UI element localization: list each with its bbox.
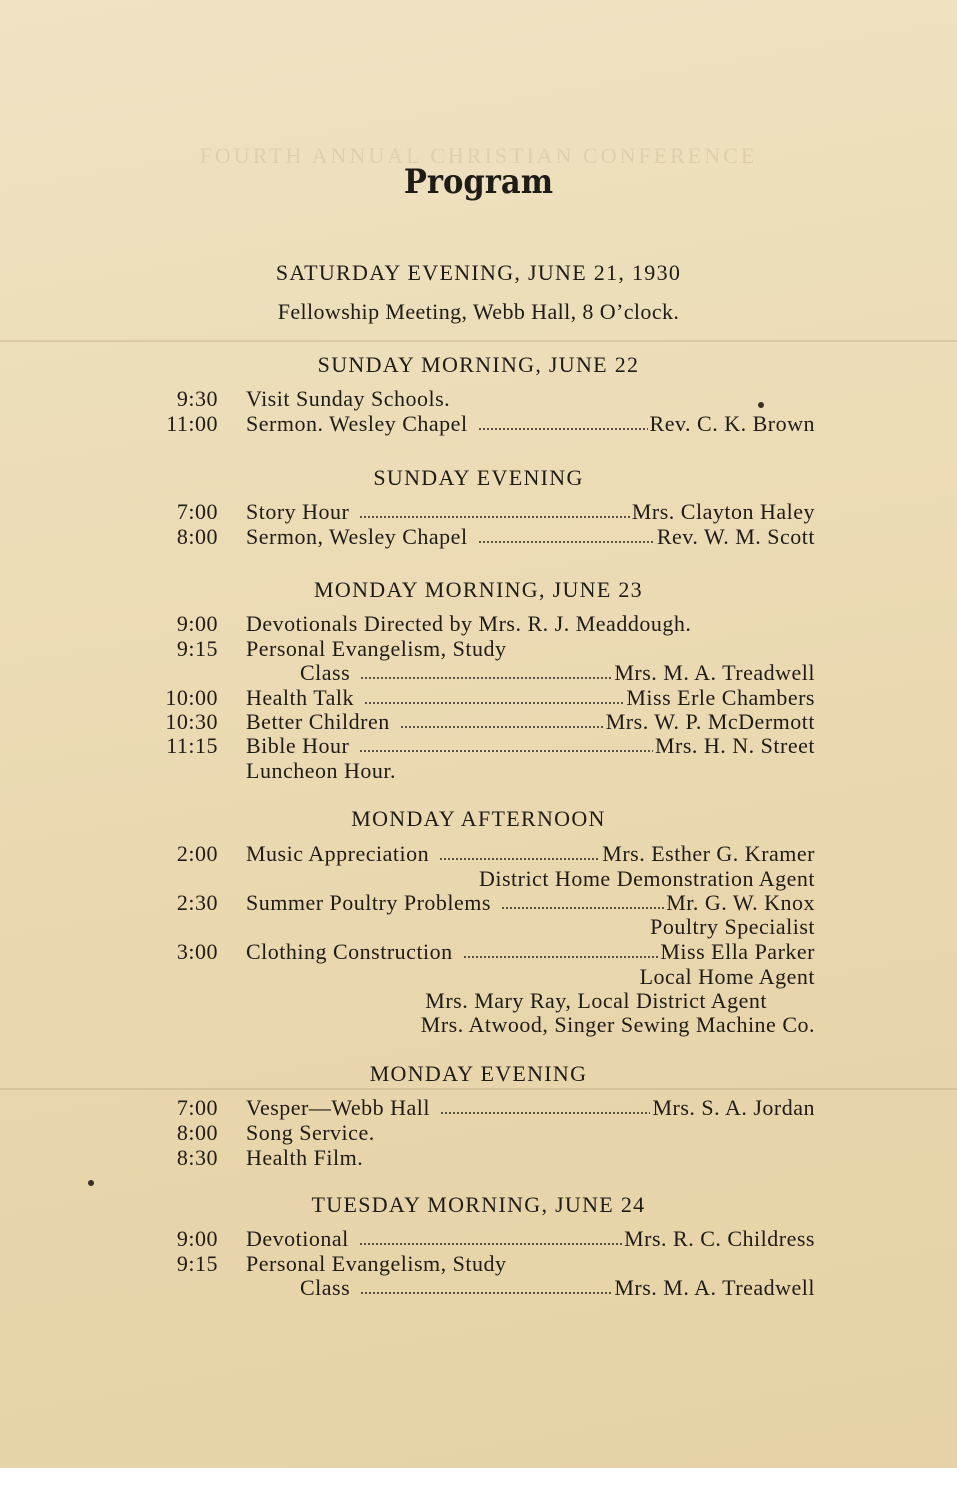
item-time: 9:15 bbox=[176, 636, 218, 661]
speaker-detail: Local Home Agent bbox=[639, 964, 815, 989]
schedule-item bbox=[150, 685, 815, 711]
item-speaker: Rev. W. M. Scott bbox=[656, 524, 815, 549]
item-time: 3:00 bbox=[176, 939, 218, 964]
item-time: 8:30 bbox=[176, 1145, 218, 1170]
item-title: Bible Hour bbox=[246, 733, 350, 758]
dot-leader bbox=[360, 1277, 612, 1295]
item-title: Better Children bbox=[246, 709, 390, 734]
item-speaker: Mrs. Clayton Haley bbox=[631, 499, 815, 524]
item-time: 7:00 bbox=[176, 1095, 218, 1120]
schedule-item-continuation bbox=[150, 1275, 815, 1301]
speaker-detail: Mrs. Atwood, Singer Sewing Machine Co. bbox=[420, 1012, 815, 1037]
item-speaker: Mrs. Esther G. Kramer bbox=[602, 841, 815, 866]
ink-speck bbox=[88, 1180, 94, 1186]
section-note: Fellowship Meeting, Webb Hall, 8 O’clock. bbox=[277, 299, 680, 324]
ink-speck bbox=[758, 402, 764, 408]
item-title: Story Hour bbox=[246, 499, 350, 524]
item-time: 8:00 bbox=[176, 524, 218, 549]
schedule-item bbox=[150, 890, 815, 916]
schedule-item-continuation bbox=[150, 660, 815, 686]
item-title: Devotionals Directed by Mrs. R. J. Meaddough. bbox=[246, 611, 692, 636]
section-heading: TUESDAY MORNING, JUNE 24 bbox=[311, 1192, 646, 1217]
item-time: 9:00 bbox=[176, 611, 218, 636]
item-speaker: Mr. G. W. Knox bbox=[666, 890, 815, 915]
dot-leader bbox=[360, 662, 612, 680]
schedule-item bbox=[150, 1251, 815, 1277]
schedule-item bbox=[150, 611, 815, 637]
schedule-item bbox=[150, 636, 815, 662]
item-title: Music Appreciation bbox=[246, 841, 430, 866]
schedule-item bbox=[150, 758, 815, 784]
section-heading: MONDAY EVENING bbox=[369, 1061, 588, 1086]
item-time: 9:00 bbox=[176, 1226, 218, 1251]
page-title: Program bbox=[403, 162, 554, 202]
item-title: Vesper—Webb Hall bbox=[246, 1095, 431, 1120]
schedule-item bbox=[150, 386, 815, 412]
dot-leader bbox=[478, 413, 648, 431]
dot-leader bbox=[439, 843, 600, 861]
dot-leader bbox=[440, 1097, 650, 1115]
schedule-item bbox=[150, 939, 815, 965]
item-time: 2:30 bbox=[176, 890, 218, 915]
item-title: Sermon. Wesley Chapel bbox=[246, 411, 468, 436]
item-speaker: Rev. C. K. Brown bbox=[649, 411, 815, 436]
schedule-item bbox=[150, 733, 815, 759]
dot-leader bbox=[501, 892, 664, 910]
item-time: 9:30 bbox=[176, 386, 218, 411]
item-time: 8:00 bbox=[176, 1120, 218, 1145]
item-speaker: Mrs. R. C. Childress bbox=[624, 1226, 815, 1251]
dot-leader bbox=[359, 1228, 622, 1246]
item-title: Luncheon Hour. bbox=[246, 758, 396, 783]
item-speaker: Mrs. H. N. Street bbox=[654, 733, 815, 758]
dot-leader bbox=[359, 501, 629, 519]
dot-leader bbox=[463, 941, 659, 959]
section-heading: SUNDAY MORNING, JUNE 22 bbox=[317, 352, 640, 377]
schedule-item bbox=[150, 1226, 815, 1252]
item-time: 7:00 bbox=[176, 499, 218, 524]
item-title: Summer Poultry Problems bbox=[246, 890, 491, 915]
item-speaker: Miss Erle Chambers bbox=[626, 685, 815, 710]
schedule-item bbox=[150, 841, 815, 867]
dot-leader bbox=[364, 687, 624, 705]
schedule-item bbox=[150, 709, 815, 735]
item-title: Class bbox=[300, 1275, 351, 1300]
fold-crease bbox=[0, 1088, 957, 1090]
item-title: Personal Evangelism, Study bbox=[246, 1251, 507, 1276]
bleed-through-text: FOURTH ANNUAL CHRISTIAN CONFERENCE bbox=[199, 143, 758, 168]
section-heading: MONDAY AFTERNOON bbox=[351, 806, 606, 831]
item-speaker: Mrs. S. A. Jordan bbox=[652, 1095, 815, 1120]
item-title: Clothing Construction bbox=[246, 939, 453, 964]
schedule-item bbox=[150, 411, 815, 437]
speaker-detail: Poultry Specialist bbox=[650, 914, 815, 939]
item-time: 10:30 bbox=[165, 709, 218, 734]
item-title: Health Film. bbox=[246, 1145, 364, 1170]
item-speaker: Mrs. M. A. Treadwell bbox=[614, 660, 815, 685]
dot-leader bbox=[359, 735, 653, 753]
speaker-detail: District Home Demonstration Agent bbox=[478, 866, 815, 891]
item-title: Song Service. bbox=[246, 1120, 375, 1145]
item-title: Sermon, Wesley Chapel bbox=[246, 524, 468, 549]
schedule-item bbox=[150, 524, 815, 550]
item-title: Visit Sunday Schools. bbox=[246, 386, 451, 411]
dot-leader bbox=[478, 526, 655, 544]
item-time: 2:00 bbox=[176, 841, 218, 866]
speaker-detail: Mrs. Mary Ray, Local District Agent bbox=[425, 988, 767, 1013]
schedule-item bbox=[150, 499, 815, 525]
item-time: 11:15 bbox=[166, 733, 218, 758]
item-time: 11:00 bbox=[166, 411, 218, 436]
schedule-item bbox=[150, 1120, 815, 1146]
item-speaker: Miss Ella Parker bbox=[660, 939, 815, 964]
item-time: 9:15 bbox=[176, 1251, 218, 1276]
fold-crease bbox=[0, 340, 957, 342]
item-title: Personal Evangelism, Study bbox=[246, 636, 507, 661]
item-speaker: Mrs. W. P. McDermott bbox=[605, 709, 815, 734]
schedule-item bbox=[150, 1145, 815, 1171]
item-title: Class bbox=[300, 660, 351, 685]
item-speaker: Mrs. M. A. Treadwell bbox=[614, 1275, 815, 1300]
section-heading: MONDAY MORNING, JUNE 23 bbox=[314, 577, 643, 602]
item-title: Health Talk bbox=[246, 685, 355, 710]
dot-leader bbox=[400, 711, 604, 729]
item-time: 10:00 bbox=[165, 685, 218, 710]
schedule-item bbox=[150, 1095, 815, 1121]
section-heading: SUNDAY EVENING bbox=[373, 465, 584, 490]
item-title: Devotional bbox=[246, 1226, 349, 1251]
section-heading: SATURDAY EVENING, JUNE 21, 1930 bbox=[275, 260, 682, 285]
